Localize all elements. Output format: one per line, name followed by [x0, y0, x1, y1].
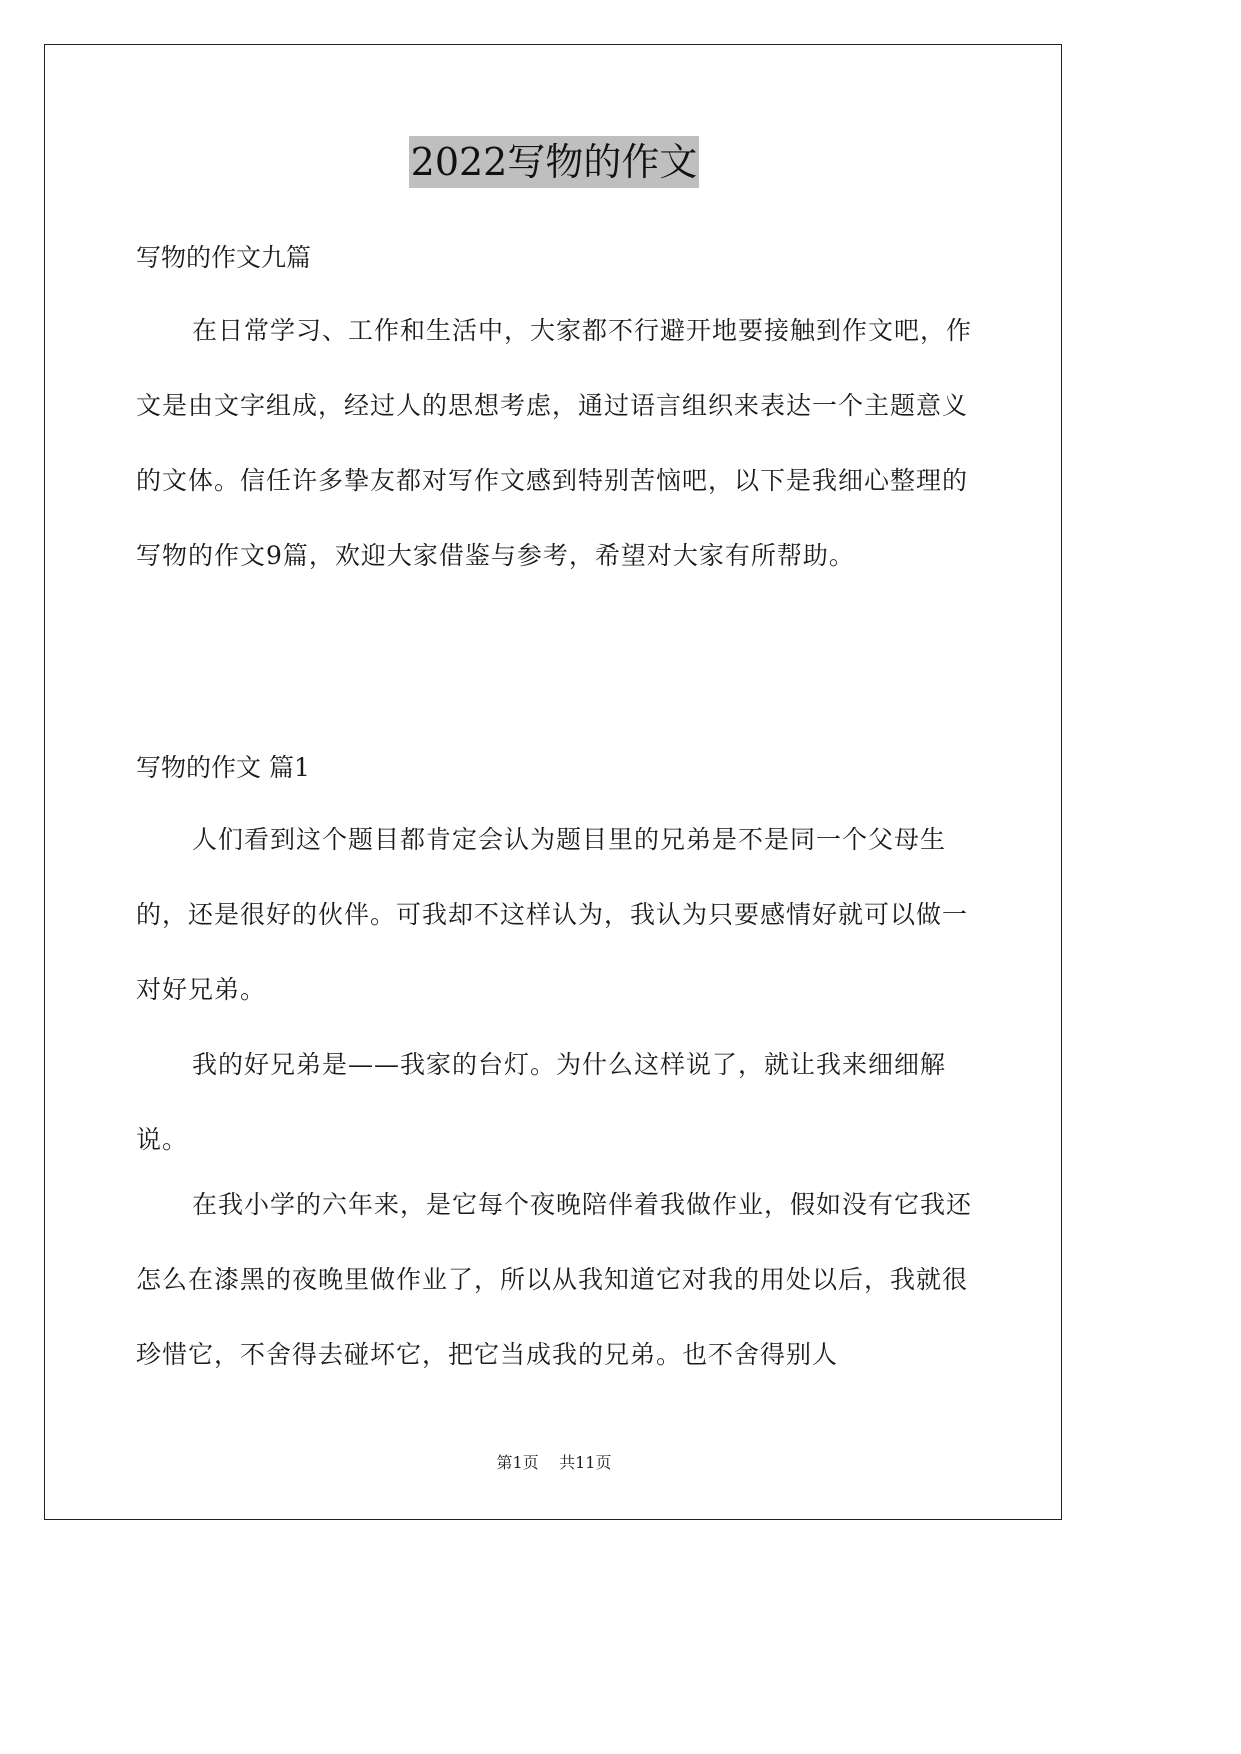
section-heading: 写物的作文 篇1 — [136, 753, 310, 782]
page-total: 共11页 — [559, 1453, 612, 1472]
body-paragraph-2: 我的好兄弟是——我家的台灯。为什么这样说了，就让我来细细解说。 — [136, 1050, 947, 1154]
body-paragraph-3: 在我小学的六年来，是它每个夜晚陪伴着我做作业，假如没有它我还怎么在漆黑的夜晚里做作业了，所以从我知道它对我的用处以后，我就很珍惜它，不舍得去碰坏它，把它当成我的兄弟。也不舍得别人 — [136, 1190, 973, 1369]
body-paragraph-1: 人们看到这个题目都肯定会认为题目里的兄弟是不是同一个父母生的，还是很好的伙伴。可我却不这样认为，我认为只要感情好就可以做一对好兄弟。 — [136, 825, 969, 1004]
document-title: 2022写物的作文 — [409, 136, 700, 188]
page-footer — [0, 1452, 1108, 1474]
title-container — [0, 136, 1108, 188]
intro-paragraph: 在日常学习、工作和生活中，大家都不行避开地要接触到作文吧，作文是由文字组成，经过人的思想考虑，通过语言组织来表达一个主题意义的文体。信任许多挚友都对写作文感到特别苦恼吧，以下是我细心整理的写物的作文9篇，欢迎大家借鉴与参考，希望对大家有所帮助。 — [136, 316, 973, 570]
page-number: 第1页 — [496, 1453, 539, 1472]
document-subtitle: 写物的作文九篇 — [136, 243, 312, 272]
